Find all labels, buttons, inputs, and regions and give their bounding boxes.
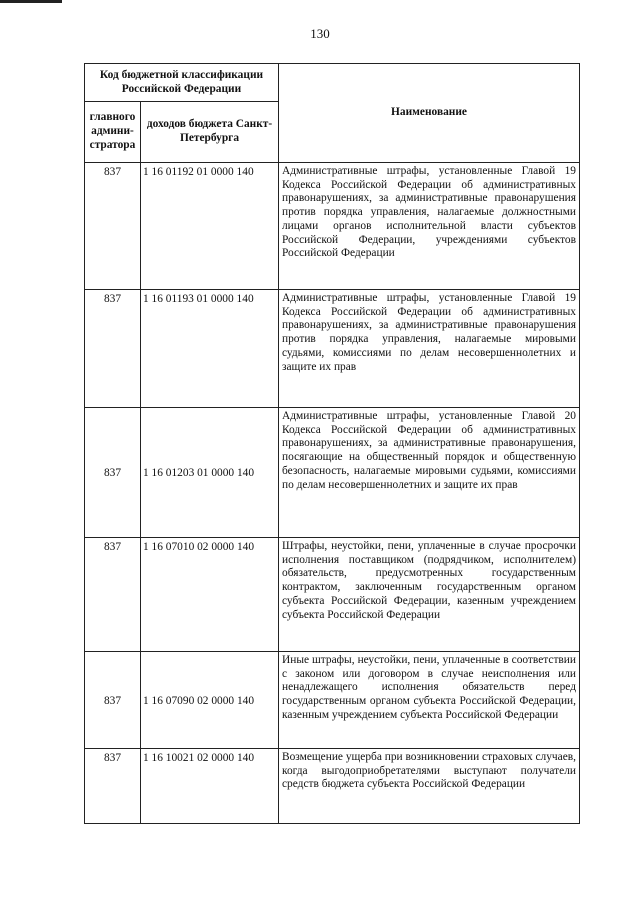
- table-row: [85, 652, 580, 749]
- income-code-cell: 1 16 07090 02 0000 140: [141, 652, 279, 749]
- name-cell: Возмещение ущерба при возникновении страховых случаев, когда выгодоприобретателями выступают получатели средств бюджета субъекта Российской Федерации: [279, 749, 580, 824]
- income-code-cell: 1 16 01192 01 0000 140: [141, 163, 279, 290]
- name-cell: Штрафы, неустойки, пени, уплаченные в случае просрочки исполнения поставщиком (подрядчиком, исполнителем) обязательств, предусмотренных государственным контрактом, заключенным государственным органом субъекта Российской Федерации, казенным учреждением субъекта Российской Федерации: [279, 538, 580, 652]
- corner-mark: [0, 0, 62, 3]
- name-cell: Административные штрафы, установленные Главой 20 Кодекса Российской Федерации об административных правонарушениях, за административные правонарушения, посягающие на общественный порядок и общественную безопасность, налагаемые мировыми судьями, комиссиями по делам несовершеннолетних и защите их прав: [279, 408, 580, 538]
- name-cell: Административные штрафы, установленные Главой 19 Кодекса Российской Федерации об административных правонарушениях, за административные правонарушения против порядка управления, налагаемые мировыми судьями, комиссиями по делам несовершеннолетних и защите их прав: [279, 290, 580, 408]
- table-row: [85, 163, 580, 290]
- header-budget-income: доходов бюджета Санкт-Петербурга: [141, 102, 279, 163]
- admin-code-cell: 837: [85, 408, 141, 538]
- page-number: 130: [310, 26, 330, 41]
- header-name: Наименование: [279, 64, 580, 163]
- income-code-cell: 1 16 07010 02 0000 140: [141, 538, 279, 652]
- income-code-cell: 1 16 01203 01 0000 140: [141, 408, 279, 538]
- admin-code-cell: 837: [85, 538, 141, 652]
- name-cell: Административные штрафы, установленные Главой 19 Кодекса Российской Федерации об административных правонарушениях, за административные правонарушения против порядка управления, налагаемые должностными лицами органов исполнительной власти субъектов Российской Федерации, учреждениями субъектов Российской Федерации: [279, 163, 580, 290]
- header-chief-administrator: главного админи-стратора: [85, 102, 141, 163]
- income-code-cell: 1 16 01193 01 0000 140: [141, 290, 279, 408]
- table-row: [85, 408, 580, 538]
- budget-classification-table: [84, 63, 580, 824]
- admin-code-cell: 837: [85, 749, 141, 824]
- table-row: [85, 538, 580, 652]
- income-code-cell: 1 16 10021 02 0000 140: [141, 749, 279, 824]
- table-row: [85, 290, 580, 408]
- name-cell: Иные штрафы, неустойки, пени, уплаченные в соответствии с законом или договором в случае неисполнения или ненадлежащего исполнения обязательств перед государственным органом субъекта Российской Федерации, казенным учреждением субъекта Российской Федерации: [279, 652, 580, 749]
- header-classification-code: Код бюджетной классификации Российской Федерации: [85, 64, 279, 102]
- table-row: [85, 749, 580, 824]
- admin-code-cell: 837: [85, 652, 141, 749]
- admin-code-cell: 837: [85, 163, 141, 290]
- admin-code-cell: 837: [85, 290, 141, 408]
